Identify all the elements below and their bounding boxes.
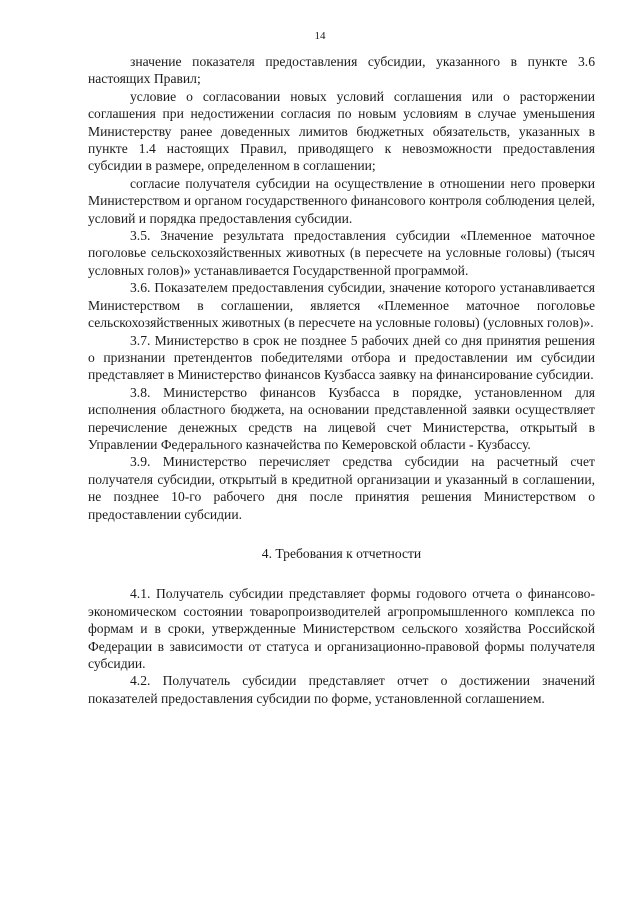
page-number: 14 bbox=[314, 30, 326, 42]
paragraph-3-7: 3.7. Министерство в срок не позднее 5 рабочих дней со дня принятия решения о признании претендентов победителями отбора и предоставлении им субсидии представляет в Министерство финансов Кузбасса заявку на финансирование субсидии. bbox=[88, 332, 595, 383]
document-body bbox=[88, 53, 595, 707]
paragraph-3-6: 3.6. Показателем предоставления субсидии, значение которого устанавливается Министерством в соглашении, является «Племенное маточное поголовье сельскохозяйственных животных (в пересчете на условные головы) (условных голов)». bbox=[88, 280, 595, 331]
paragraph-recipient-consent: согласие получателя субсидии на осуществление в отношении него проверки Министерством и органом государственного финансового контроля соблюдения целей, условий и порядка предоставления субсидии. bbox=[88, 175, 595, 226]
paragraph-3-9: 3.9. Министерство перечисляет средства субсидии на расчетный счет получателя субсидии, открытый в кредитной организации и указанный в соглашении, не позднее 10-го рабочего дня после принятия решения Министерством о предоставлении субсидии. bbox=[88, 454, 595, 522]
paragraph-4-1: 4.1. Получатель субсидии представляет формы годового отчета о финансово-экономическом состоянии товаропроизводителей агропромышленного комплекса по формам и в сроки, утвержденные Министерством сельского хозяйства Российской Федерации в зависимости от статуса и организационно-правовой формы получателя субсидии. bbox=[88, 586, 595, 671]
paragraph-indicator-value: значение показателя предоставления субсидии, указанного в пункте 3.6 настоящих Правил; bbox=[88, 54, 595, 87]
paragraph-4-2: 4.2. Получатель субсидии представляет отчет о достижении значений показателей предоставления субсидии по форме, установленной соглашением. bbox=[88, 673, 595, 706]
paragraph-3-5: 3.5. Значение результата предоставления субсидии «Племенное маточное поголовье сельскохозяйственных животных (в пересчете на условные головы) (тысяч условных голов)» устанавливается Государственной программой. bbox=[88, 228, 595, 278]
section-heading: 4. Требования к отчетности bbox=[261, 545, 422, 561]
paragraph-agreement-conditions: условие о согласовании новых условий соглашения или о расторжении соглашения при недостижении согласия по новым условиям в случае уменьшения Министерству ранее доведенных лимитов бюджетных обязательств, указанных в пункте 1.4 настоящих Правил, приводящего к невозможности предоставления субсидии в размере, определенном в соглашении; bbox=[88, 88, 595, 174]
paragraph-3-8: 3.8. Министерство финансов Кузбасса в порядке, установленном для исполнения областного бюджета, на основании представленной заявки осуществляет перечисление денежных средств на лицевой счет Министерства, открытый в Управлении Федерального казначейства по Кемеровской области - Кузбассу. bbox=[88, 384, 595, 452]
